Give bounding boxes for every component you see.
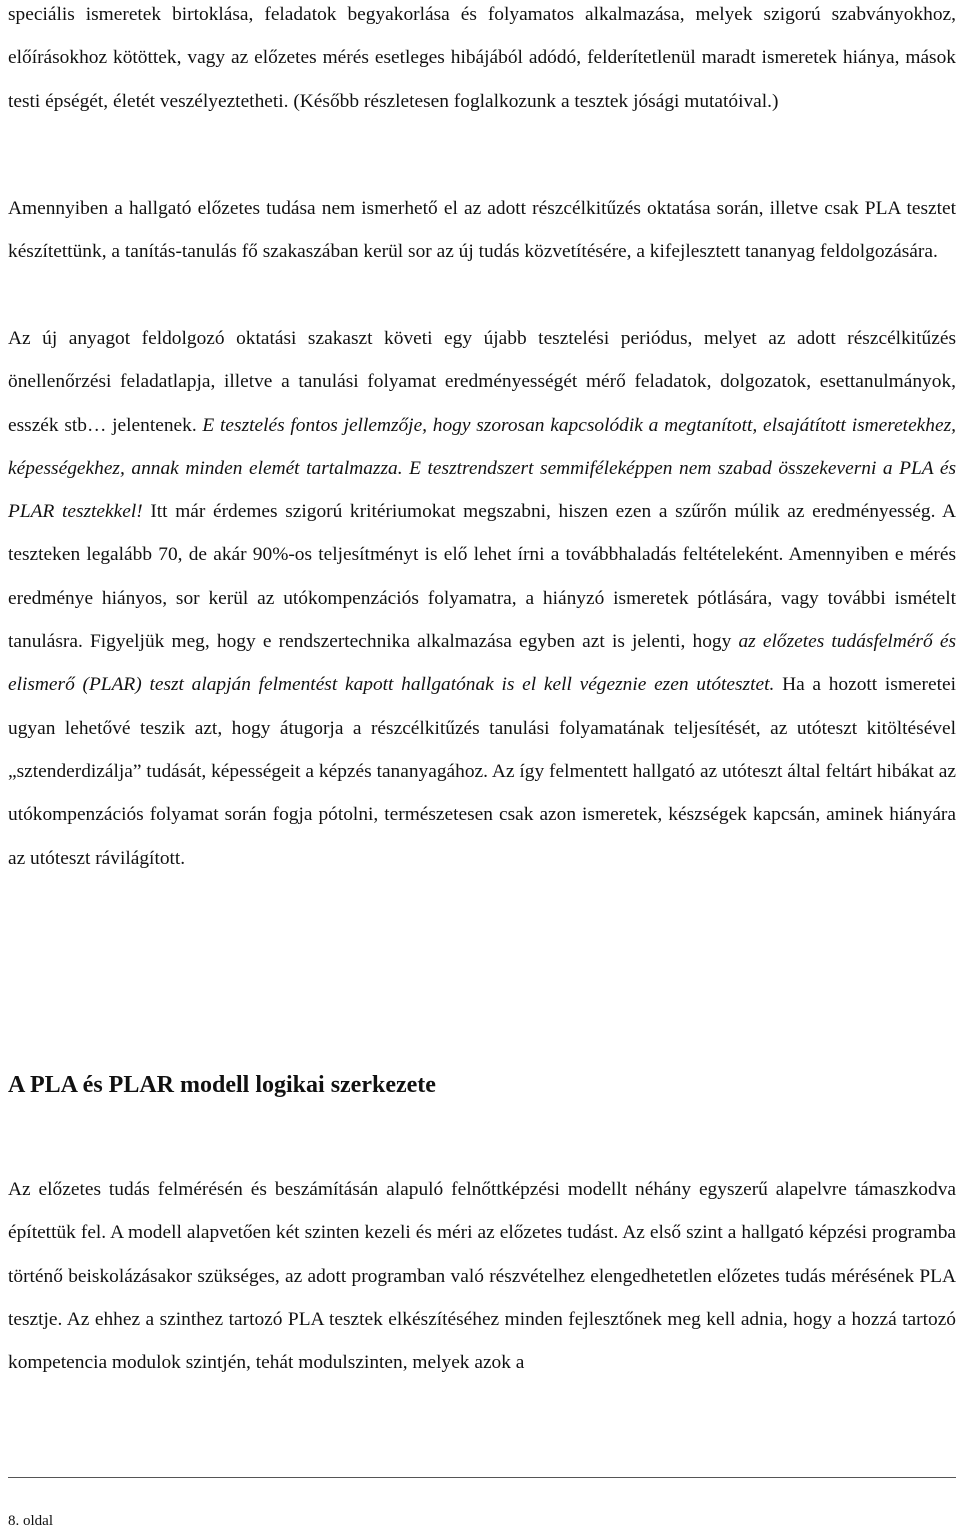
footer-divider xyxy=(8,1477,956,1478)
paragraph-3-italic-2: az előzetes tudásfelmérő és elismerő (PLAR) teszt alapján felmentést kapott hallgatónak is el kell végeznie ezen utótesztet. xyxy=(8,631,956,696)
paragraph-4-text: Az előzetes tudás felmérésén és beszámításán alapuló felnőttképzési modellt néhány egyszerű alapelvre támaszkodva építettük fel. A modell alapvetően két szinten kezeli és méri az előzetes tudást. Az első szint a hallgató képzési programba történő beiskolázásakor szükséges, az adott programban való részvételhez elengedhetetlen előzetes tudás mérésének PLA tesztje. Az ehhez a szinthez tartozó PLA tesztek elkészítéséhez minden fejlesztőnek meg kell adnia, hogy a hozzá tartozó kompetencia modulok szintjén, tehát modulszinten, melyek azok a xyxy=(8,1179,956,1374)
page-number: 8. oldal xyxy=(8,1513,53,1529)
paragraph-3-text-1: Az új anyagot feldolgozó oktatási szakaszt követi egy újabb tesztelési periódus, melyet az adott részcélkitűzés önellenőrzési feladatlapja, illetve a tanulási folyamat eredményességét mérő feladatok, dolgozatok, esettanulmányok, esszék stb… jelentenek. xyxy=(8,328,956,436)
paragraph-3-text-3: Ha a hozott ismeretei ugyan lehetővé teszik azt, hogy átugorja a részcélkitűzés tanulási folyamatának teljesítését, az utóteszt kitöltésével „sztenderdizálja” tudását, képességeit a képzés tananyagához. Az így felmentett hallgató az utóteszt által feltárt hibákat az utókompenzációs folyamat során fogja pótolni, természetesen csak azon ismeretek, készségek kapcsán, aminek hiányára az utóteszt rávilágított. xyxy=(8,674,956,869)
paragraph-3-italic-1: E tesztelés fontos jellemzője, hogy szorosan kapcsolódik a megtanított, elsajátított ismeretekhez, képességekhez, annak minden elemét tartalmazza. E tesztrendszert semmiféleképpen nem szabad összekeverni a PLA és PLAR tesztekkel! xyxy=(8,414,956,523)
paragraph-4 xyxy=(8,1168,956,1384)
paragraph-3-text-2: Itt már érdemes szigorú kritériumokat megszabni, hiszen ezen a szűrőn múlik az eredményesség. A teszteken legalább 70, de akár 90%-os teljesítményt is elő lehet írni a továbbhaladás feltételeként. Amennyiben e mérés eredménye hiányos, sor kerül az utókompenzációs folyamatra, a hiányzó ismeretek pótlására, vagy további ismételt tanulásra. Figyeljük meg, hogy e rendszertechnika alkalmazása egyben azt is jelenti, hogy xyxy=(8,501,956,653)
paragraph-1 xyxy=(8,0,956,123)
paragraph-2 xyxy=(8,187,956,274)
paragraph-3 xyxy=(8,317,956,880)
paragraph-2-text: Amennyiben a hallgató előzetes tudása nem ismerhető el az adott részcélkitűzés oktatása során, illetve csak PLA tesztet készítettünk, a tanítás-tanulás fő szakaszában kerül sor az új tudás közvetítésére, a kifejlesztett tananyag feldolgozására. xyxy=(8,198,956,263)
section-heading: A PLA és PLAR modell logikai szerkezete xyxy=(8,1072,436,1098)
paragraph-1-text: speciális ismeretek birtoklása, feladatok begyakorlása és folyamatos alkalmazása, melyek szigorú szabványokhoz, előírásokhoz kötöttek, vagy az előzetes mérés esetleges hibájából adódó, felderítetlenül maradt ismeretek hiánya, mások testi épségét, életét veszélyeztetheti. (Később részletesen foglalkozunk a tesztek jósági mutatóival.) xyxy=(8,4,956,112)
